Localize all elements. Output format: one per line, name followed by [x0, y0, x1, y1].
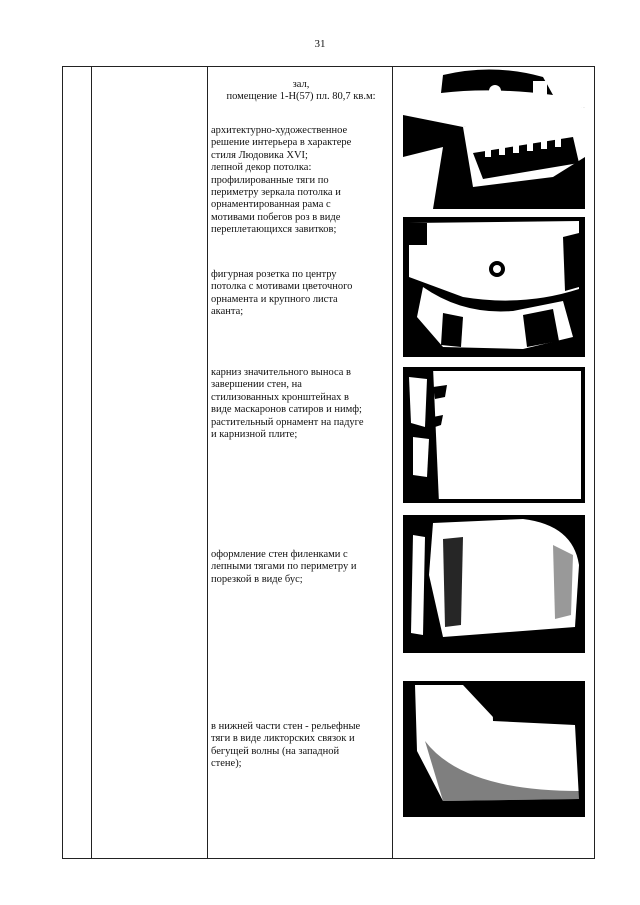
description-item-5 — [211, 721, 391, 771]
text-line: стене); — [211, 758, 242, 770]
room-heading — [211, 79, 391, 104]
text-line: в нижней части стен - рельефные — [211, 721, 361, 732]
text-line: архитектурно-художественное — [211, 125, 348, 136]
text-line: стиля Людовика XVI; — [211, 149, 308, 161]
room-area: помещение 1-Н(57) пл. 80,7 кв.м: — [226, 91, 376, 103]
text-line: виде маскаронов сатиров и нимф; — [211, 404, 362, 416]
text-line: решение интерьера в характере — [211, 137, 352, 149]
text-line: бегущей волны (на западной — [211, 745, 340, 757]
description-item-3 — [211, 367, 391, 441]
text-line: завершении стен, на — [211, 379, 302, 391]
text-line: карниз значительного выноса в — [211, 367, 352, 378]
text-line: стилизованных кронштейнах в — [211, 391, 349, 403]
column-divider-1 — [91, 67, 92, 858]
text-line: переплетающихся завитков; — [211, 224, 337, 236]
text-line: лепными тягами по периметру и — [211, 561, 357, 573]
page-number: 31 — [314, 38, 326, 50]
column-divider-3 — [392, 67, 393, 858]
description-item-1 — [211, 125, 391, 237]
interior-photo-ceiling-hall-icon — [403, 67, 585, 209]
text-line: аканта; — [211, 306, 244, 318]
text-line: орнаментированная рама с — [211, 199, 331, 211]
text-line: периметру зеркала потолка и — [211, 187, 341, 199]
text-line: лепной декор потолка: — [211, 162, 312, 174]
text-line: мотивами побегов роз в виде — [211, 211, 341, 223]
interior-photo-ceiling-rosette-icon — [403, 217, 585, 357]
room-name: зал, — [292, 79, 310, 90]
description-item-2 — [211, 269, 391, 319]
text-line: порезкой в виде бус; — [211, 573, 303, 585]
table — [62, 66, 595, 859]
text-line: растительный орнамент на падуге — [211, 416, 364, 428]
text-line: потолка с мотивами цветочного — [211, 281, 353, 293]
description-item-4 — [211, 549, 391, 586]
interior-photo-wall-panel-icon — [403, 515, 585, 653]
text-line: и карнизной плите; — [211, 429, 298, 441]
text-line: орнамента и крупного листа — [211, 293, 338, 305]
text-line: оформление стен филенками с — [211, 549, 348, 560]
text-line: тяги в виде ликторских связок и — [211, 733, 355, 745]
interior-photo-cornice-icon — [403, 367, 585, 503]
text-line: фигурная розетка по центру — [211, 269, 337, 280]
column-divider-2 — [207, 67, 208, 858]
text-line: профилированные тяги по — [211, 174, 329, 186]
interior-photo-lower-wall-icon — [403, 681, 585, 817]
